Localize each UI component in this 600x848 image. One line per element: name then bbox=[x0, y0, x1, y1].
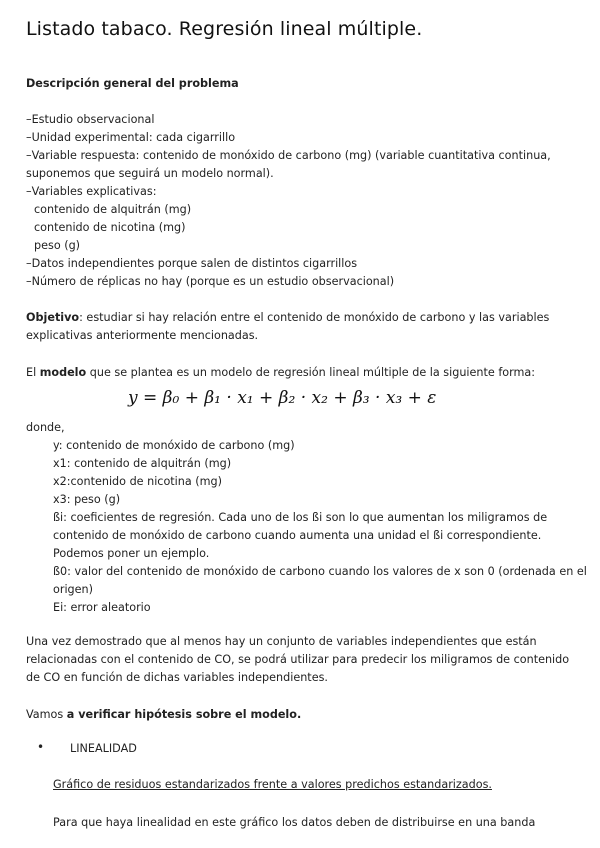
definition-item: contenido de monóxido de carbono cuando aumenta una unidad el ßi correspondiente. bbox=[53, 529, 542, 542]
conclusion-line: relacionadas con el contenido de CO, se podrá utilizar para predecir los miligramos de contenido bbox=[26, 653, 570, 666]
objective-label: Objetivo bbox=[26, 311, 80, 324]
conclusion-line: de CO en función de dichas variables independientes. bbox=[26, 671, 328, 684]
definition-item: Podemos poner un ejemplo. bbox=[53, 547, 210, 560]
section-heading-general: Descripción general del problema bbox=[26, 77, 239, 90]
bullet-icon: • bbox=[37, 740, 45, 754]
linearity-text: Para que haya linealidad en este gráfico los datos deben de distribuirse en una banda bbox=[53, 816, 536, 829]
list-item: suponemos que seguirá un modelo normal). bbox=[26, 167, 274, 180]
linearity-heading: LINEALIDAD bbox=[70, 742, 137, 755]
where-label: donde, bbox=[26, 421, 65, 434]
page-title: Listado tabaco. Regresión lineal múltiple. bbox=[26, 18, 423, 40]
verify-line bbox=[26, 706, 301, 724]
list-item: –Número de réplicas no hay (porque es un estudio observacional) bbox=[26, 275, 395, 288]
model-formula: y = β₀ + β₁ · x₁ + β₂ · x₂ + β₃ · x₃ + ε bbox=[128, 388, 437, 408]
definition-item: Ei: error aleatorio bbox=[53, 601, 151, 614]
model-pre: El bbox=[26, 366, 40, 379]
objective-text: : estudiar si hay relación entre el contenido de monóxido de carbono y las variables bbox=[79, 311, 550, 324]
model-label: modelo bbox=[39, 366, 87, 379]
list-item: –Estudio observacional bbox=[26, 113, 155, 126]
verify-pre: Vamos bbox=[26, 708, 67, 721]
conclusion-line: Una vez demostrado que al menos hay un conjunto de variables independientes que están bbox=[26, 635, 537, 648]
definition-item: x3: peso (g) bbox=[53, 493, 121, 506]
list-item: –Variables explicativas: bbox=[26, 185, 157, 198]
objective-line-2: explicativas anteriormente mencionadas. bbox=[26, 329, 259, 342]
list-item: contenido de nicotina (mg) bbox=[34, 221, 186, 234]
definition-item: x1: contenido de alquitrán (mg) bbox=[53, 457, 232, 470]
graph-title: Gráfico de residuos estandarizados frente a valores predichos estandarizados. bbox=[53, 778, 492, 791]
list-item: –Variable respuesta: contenido de monóxido de carbono (mg) (variable cuantitativa continua, bbox=[26, 149, 551, 162]
list-item: peso (g) bbox=[34, 239, 81, 252]
definition-item: y: contenido de monóxido de carbono (mg) bbox=[53, 439, 295, 452]
definition-item: ßi: coeficientes de regresión. Cada uno de los ßi son lo que aumentan los miligramos de bbox=[53, 511, 548, 524]
list-item: –Unidad experimental: cada cigarrillo bbox=[26, 131, 236, 144]
definition-item: ß0: valor del contenido de monóxido de carbono cuando los valores de x son 0 (ordenada en el bbox=[53, 565, 587, 578]
model-line bbox=[26, 364, 535, 382]
objective-line bbox=[26, 309, 549, 327]
definition-item: x2:contenido de nicotina (mg) bbox=[53, 475, 223, 488]
list-item: –Datos independientes porque salen de distintos cigarrillos bbox=[26, 257, 358, 270]
verify-bold: a verificar hipótesis sobre el modelo. bbox=[66, 708, 302, 721]
model-text: que se plantea es un modelo de regresión lineal múltiple de la siguiente forma: bbox=[86, 366, 536, 379]
definition-item: origen) bbox=[53, 583, 93, 596]
list-item: contenido de alquitrán (mg) bbox=[34, 203, 192, 216]
